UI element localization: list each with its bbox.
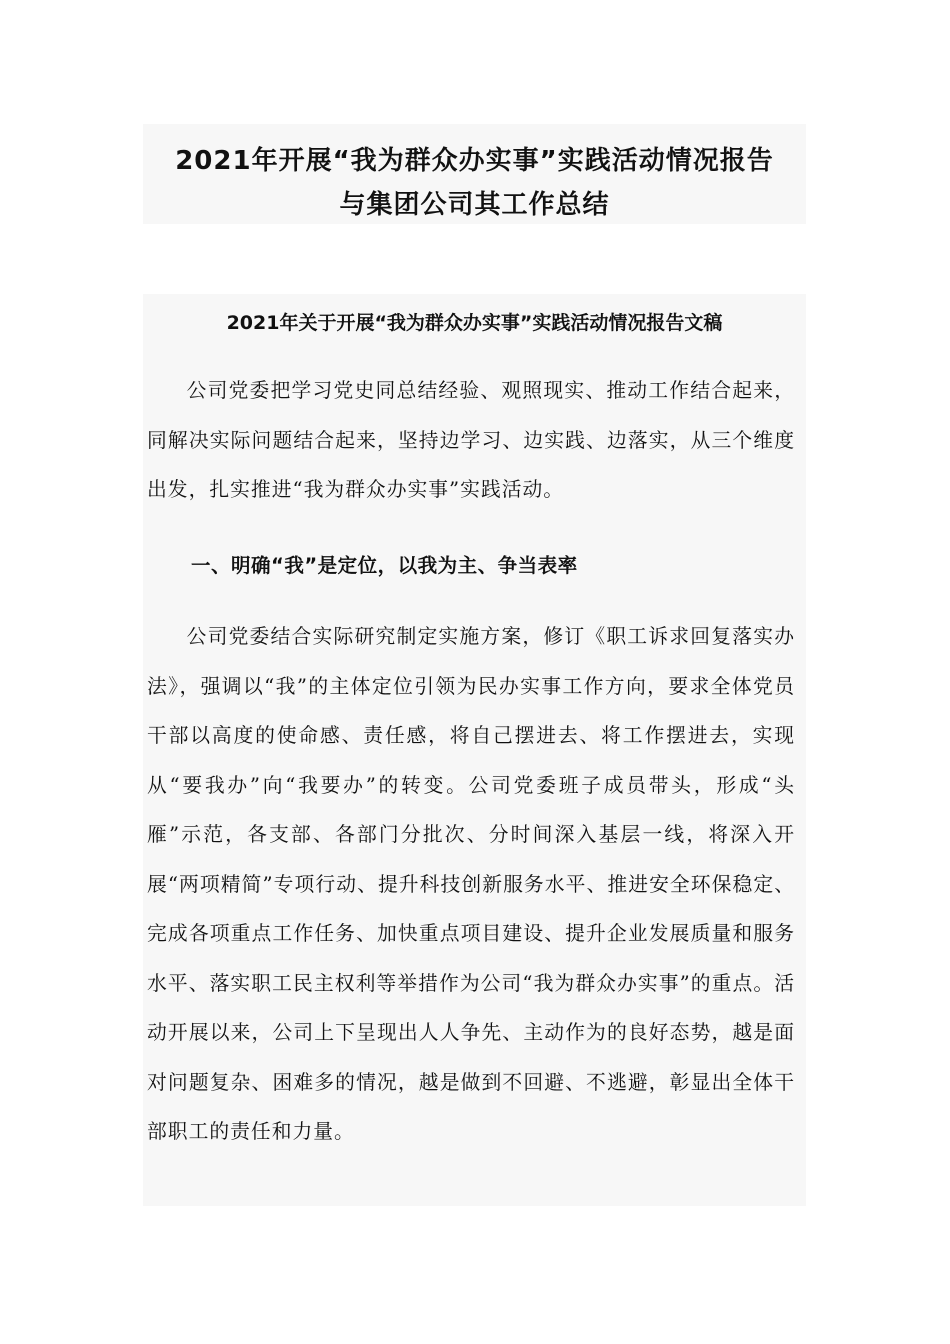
document-body (143, 294, 806, 1206)
section-heading-1: 一、明确“我”是定位，以我为主、争当表率 (191, 554, 578, 577)
report-subtitle: 2021年关于开展“我为群众办实事”实践活动情况报告文稿 (226, 312, 723, 334)
section1-paragraph: 公司党委结合实际研究制定实施方案，修订《职工诉求回复落实办法》，强调以“我”的主体定位引领为民办实事工作方向，要求全体党员干部以高度的使命感、责任感，将自己摆进去、将工作摆进去，实现从“要我办”向“我要办”的转变。公司党委班子成员带头，形成“头雁”示范，各支部、各部门分批次、分时间深入基层一线，将深入开展“两项精简”专项行动、提升科技创新服务水平、推进安全环保稳定、完成各项重点工作任务、加快重点项目建设、提升企业发展质量和服务水平、落实职工民主权利等举措作为公司“我为群众办实事”的重点。活动开展以来，公司上下呈现出人人争先、主动作为的良好态势，越是面对问题复杂、困难多的情况，越是做到不回避、不逃避，彰显出全体干部职工的责任和力量。 (147, 625, 795, 1143)
document-title-block (143, 124, 806, 224)
document-title-line-1: 2021年开展“我为群众办实事”实践活动情况报告 (175, 146, 774, 176)
intro-paragraph: 公司党委把学习党史同总结经验、观照现实、推动工作结合起来，同解决实际问题结合起来，坚持边学习、边实践、边落实，从三个维度出发，扎实推进“我为群众办实事”实践活动。 (147, 379, 795, 501)
document-title-line-2: 与集团公司其工作总结 (339, 190, 610, 220)
